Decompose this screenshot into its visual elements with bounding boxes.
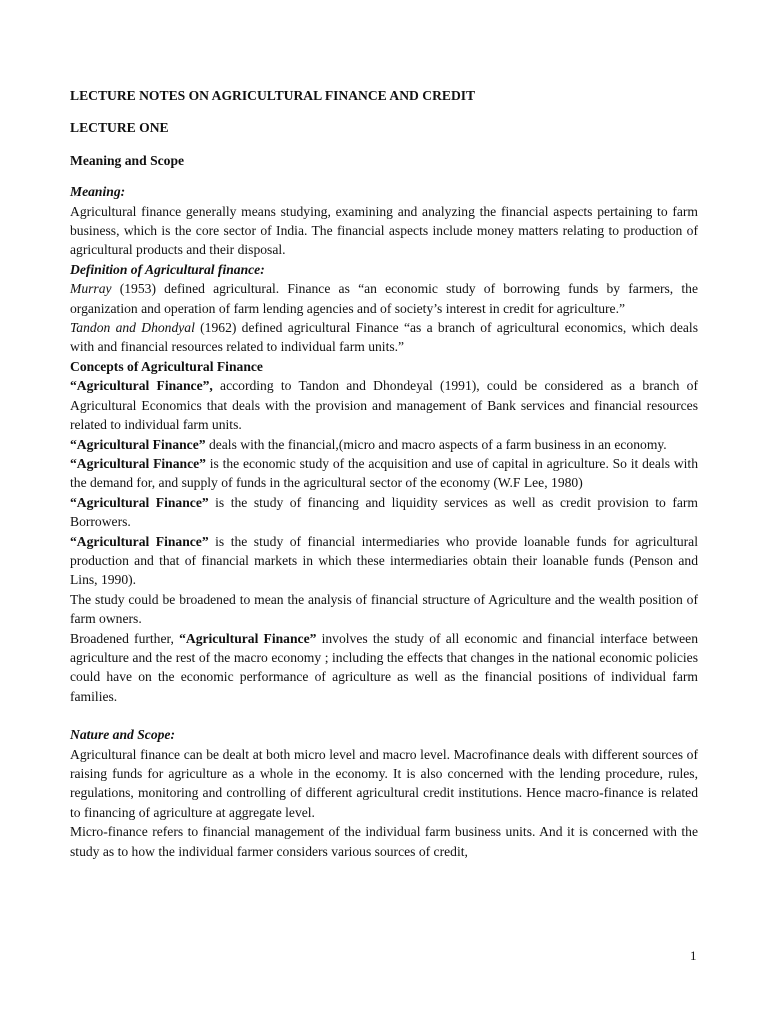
- lecture-heading: LECTURE ONE: [70, 120, 169, 136]
- concept-4: [70, 493, 698, 532]
- concept-1-text: according to Tandon and Dhondeyal (1991), could be considered as a branch of Agricultural Economics that deals with the provision and management of Bank services and financial resources related to individual farm units.: [70, 378, 698, 433]
- definition-heading: Definition of Agricultural finance:: [70, 261, 265, 277]
- concept-7-text: involves the study of all economic and financial interface between agriculture and the rest of the macro economy ; including the effects that changes in the national economic policies could have on the economic performance of agriculture as well as the financial positions of individual farm families.: [70, 630, 699, 704]
- meaning-heading: Meaning:: [70, 184, 126, 200]
- concept-1: [70, 376, 698, 434]
- concept-7-pre: Broadened further,: [70, 630, 180, 646]
- concept-3: [70, 454, 698, 493]
- concept-5-term: “Agricultural Finance”: [70, 533, 209, 549]
- concept-2-text: deals with the financial,(micro and macro aspects of a farm business in an economy.: [205, 436, 667, 452]
- concept-5-text: is the study of financial intermediaries who provide loanable funds for agricultural production and that of financial markets in which these intermediaries obtain their loanable funds (Penson and Lins, 1990).: [70, 533, 698, 588]
- definition-murray: [70, 279, 698, 318]
- concept-7-term: “Agricultural Finance”: [179, 630, 317, 646]
- concept-5: [70, 532, 698, 590]
- page-number: 1: [690, 948, 697, 963]
- concepts-heading: Concepts of Agricultural Finance: [70, 358, 263, 374]
- tandon-author: Tandon and Dhondyal: [70, 320, 195, 336]
- concept-3-term: “Agricultural Finance”: [70, 455, 206, 471]
- section-heading: Meaning and Scope: [70, 152, 185, 168]
- nature-paragraph-1: Agricultural finance can be dealt at both micro level and macro level. Macrofinance deals with different sources of raising funds for agriculture as a whole in the economy. It is also concerned with the lending procedure, rules, regulations, monitoring and controlling of different agricultural credit institutions. Hence macro-finance is related to financing of agriculture at aggregate level.: [70, 746, 698, 820]
- concept-4-term: “Agricultural Finance”: [70, 494, 209, 510]
- document-title: LECTURE NOTES ON AGRICULTURAL FINANCE AND CREDIT: [70, 88, 476, 103]
- concept-6: The study could be broadened to mean the analysis of financial structure of Agriculture and the wealth position of farm owners.: [70, 591, 698, 627]
- tandon-text: (1962) defined agricultural Finance “as a branch of agricultural economics, which deals with and financial resources related to individual farm units.”: [70, 320, 698, 355]
- document-page: [70, 86, 698, 861]
- meaning-paragraph: Agricultural finance generally means studying, examining and analyzing the financial aspects pertaining to farm business, which is the core sector of India. The financial aspects include money matters relating to production of agricultural products and their disposal.: [70, 203, 698, 258]
- murray-text: (1953) defined agricultural. Finance as “an economic study of borrowing funds by farmers, the organization and operation of farm lending agencies and of society’s interest in credit for agriculture.”: [70, 281, 698, 316]
- concept-2: [70, 435, 698, 454]
- nature-heading: Nature and Scope:: [70, 727, 175, 743]
- murray-author: Murray: [70, 281, 112, 297]
- definition-tandon: [70, 318, 698, 357]
- concept-7: [70, 629, 698, 707]
- concept-1-term: “Agricultural Finance”,: [70, 378, 213, 394]
- concept-3-text: is the economic study of the acquisition and use of capital in agriculture. So it deals with the demand for, and supply of funds in the agricultural sector of the economy (W.F Lee, 1980): [70, 455, 698, 491]
- concept-2-term: “Agricultural Finance”: [70, 436, 206, 452]
- nature-paragraph-2: Micro-finance refers to financial management of the individual farm business units. And it is concerned with the study as to how the individual farmer considers various sources of credit,: [70, 824, 698, 859]
- concept-4-text: is the study of financing and liquidity services as well as credit provision to farm Borrowers.: [70, 494, 698, 530]
